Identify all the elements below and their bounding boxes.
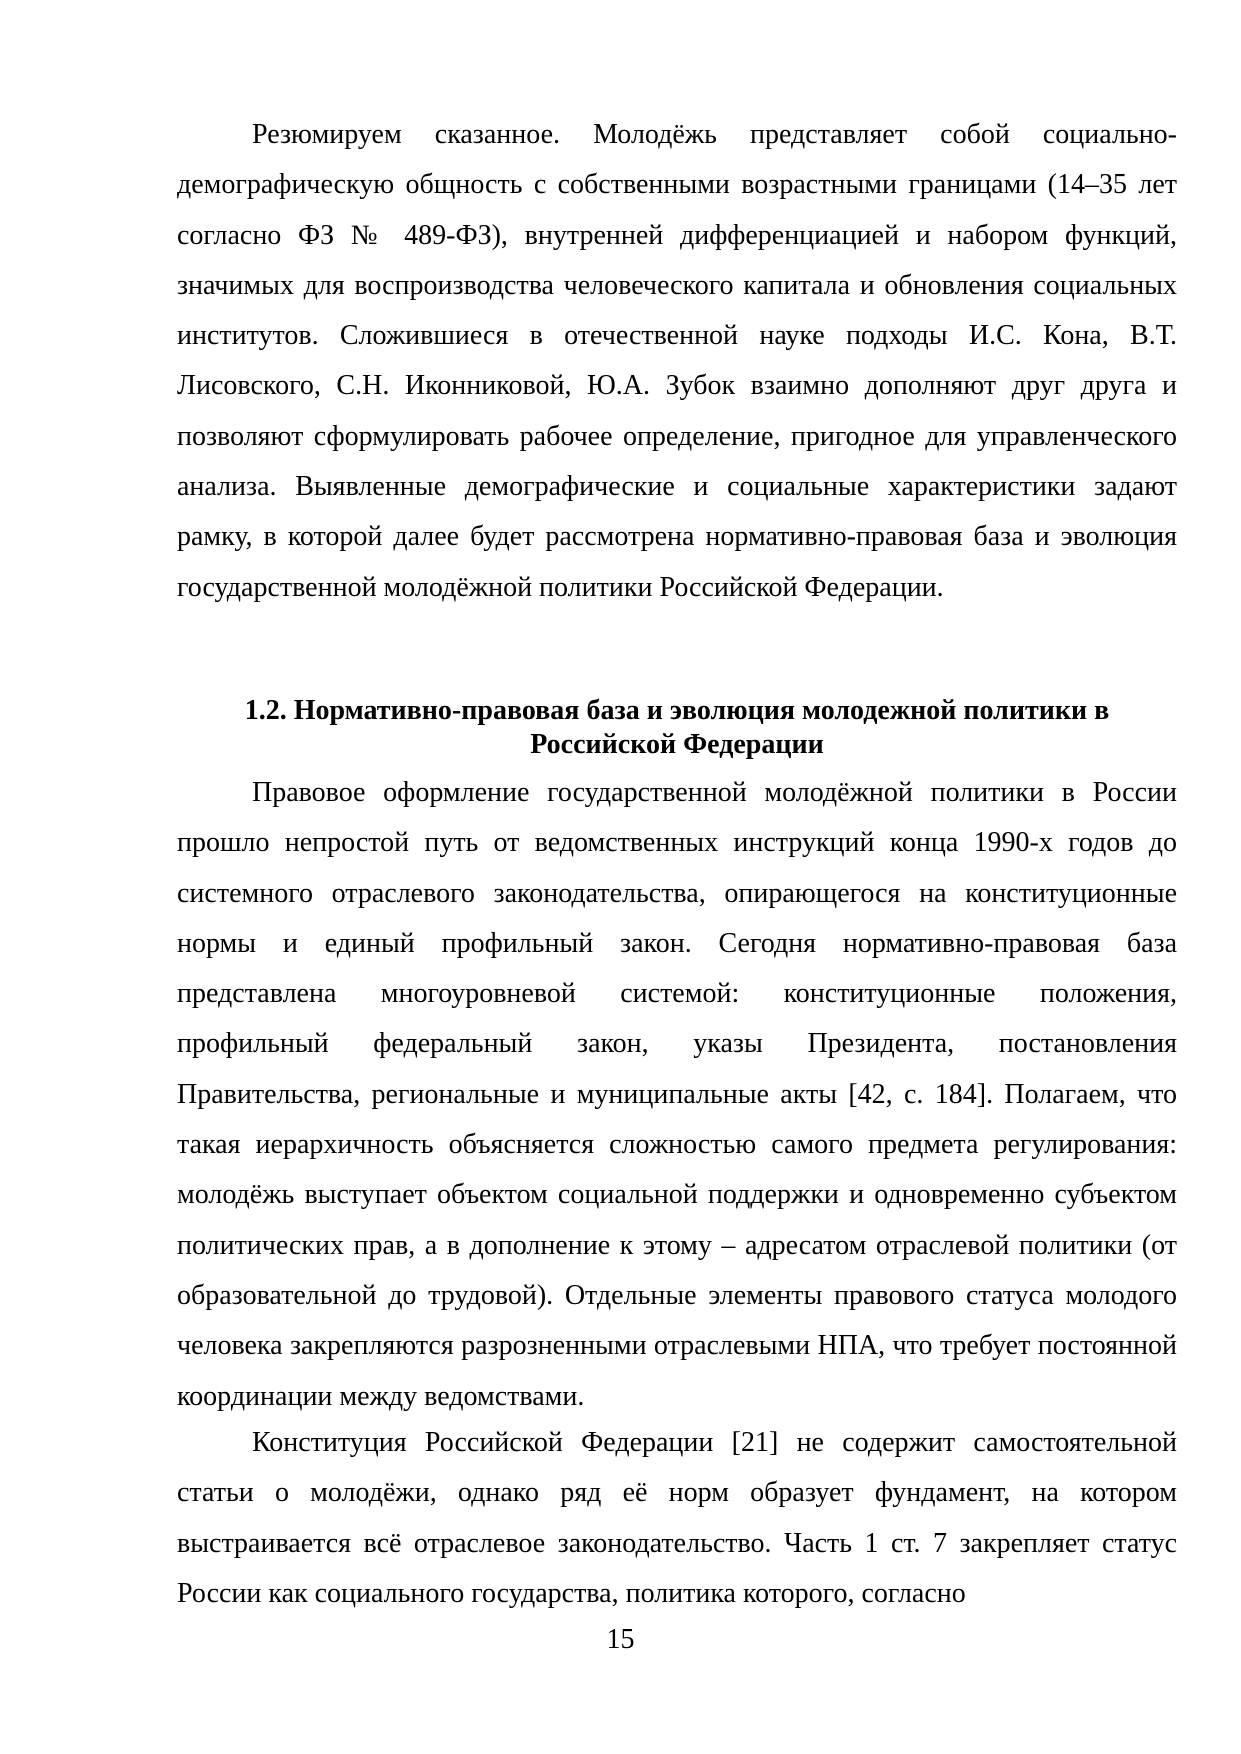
paragraph-summary: Резюмируем сказанное. Молодёжь представляет собой социально-демографическую общность с собственными возрастными границами (14–35 лет согласно ФЗ № 489-ФЗ), внутренней дифференциацией и набором функций, значимых для воспроизводства человеческого капитала и обновления социальных институтов. Сложившиеся в отечественной науке подходы И.С. Кона, В.Т. Лисовского, С.Н. Иконниковой, Ю.А. Зубок взаимно дополняют друг друга и позволяют сформулировать рабочее определение, пригодное для управленческого анализа. Выявленные демографические и социальные характеристики задают рамку, в которой далее будет рассмотрена нормативно-правовая база и эволюция государственной молодёжной политики Российской Федерации. xyxy=(177,119,1177,603)
paragraph-constitution: Конституция Российской Федерации [21] не содержит самостоятельной статьи о молодёжи, однако ряд её норм образует фундамент, на котором выстраивается всё отраслевое законодательство. Часть 1 ст. 7 закрепляет статус России как социального государства, политика которого, согласно xyxy=(177,1427,1177,1609)
page-number: 15 xyxy=(606,1624,635,1655)
paragraph-legal-framework: Правовое оформление государственной молодёжной политики в России прошло непростой путь от ведомственных инструкций конца 1990-х годов до системного отраслевого законодательства, опирающегося на конституционные нормы и единый профильный закон. Сегодня нормативно-правовая база представлена многоуровневой системой: конституционные положения, профильный федеральный закон, указы Президента, постановления Правительства, региональные и муниципальные акты [42, с. 184]. Полагаем, что такая иерархичность объясняется сложностью самого предмета регулирования: молодёжь выступает объектом социальной поддержки и одновременно субъектом политических прав, а в дополнение к этому – адресатом отраслевой политики (от образовательной до трудовой). Отдельные элементы правового статуса молодого человека закрепляются разрозненными отраслевыми НПА, что требует постоянной координации между ведомствами. xyxy=(177,777,1177,1412)
section-heading: 1.2. Нормативно-правовая база и эволюция молодежной политики в Российской Федерации xyxy=(244,695,1110,760)
